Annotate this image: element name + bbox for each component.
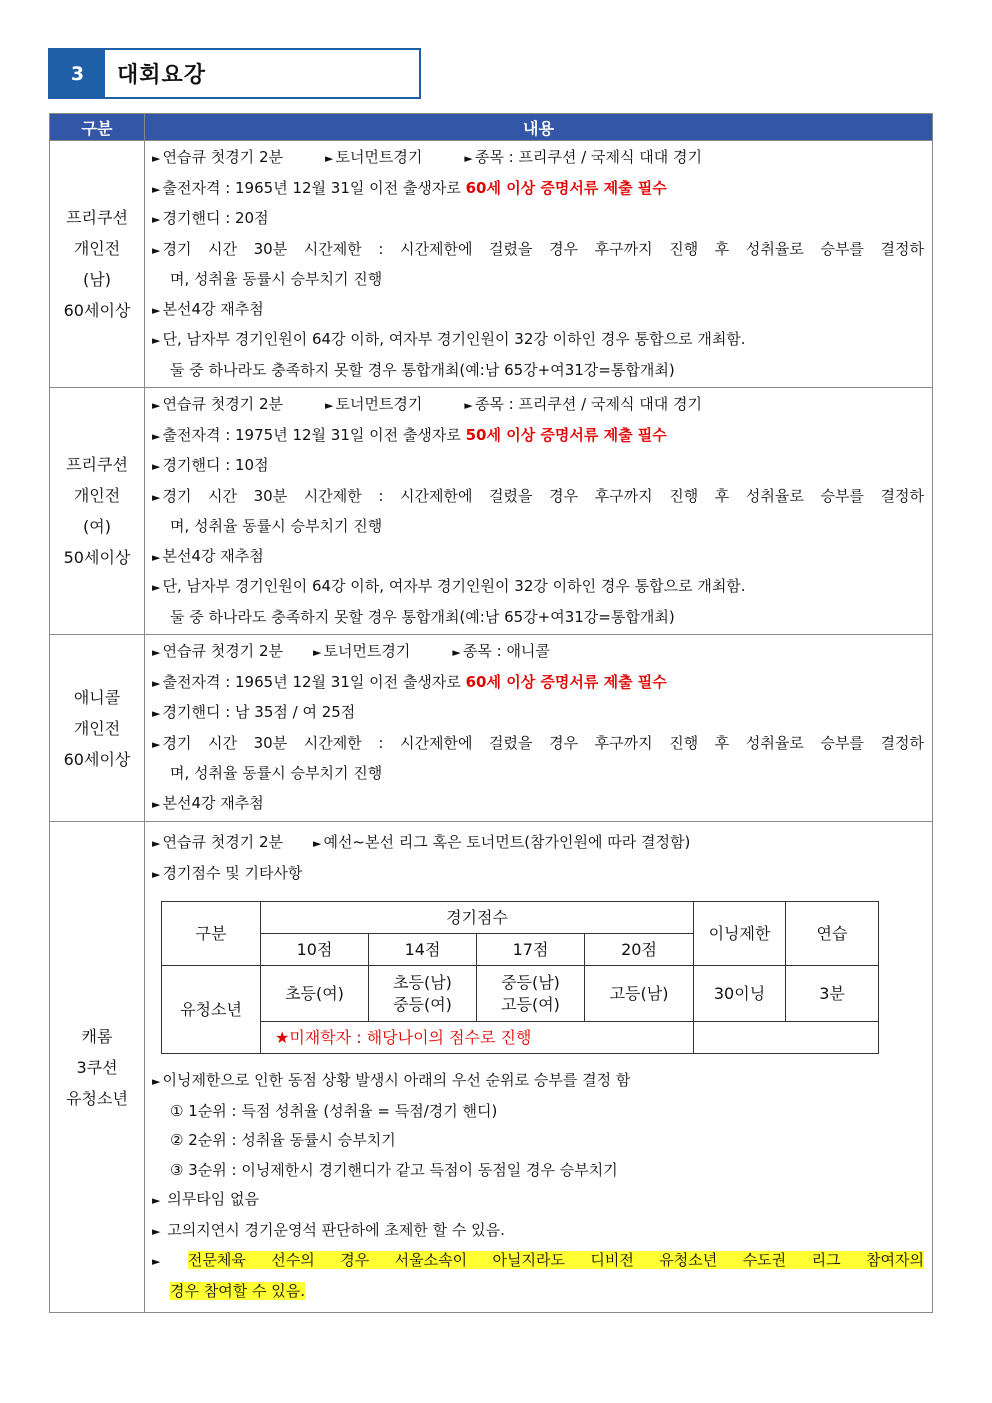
item-text: 경기핸디 : 10점 — [162, 456, 269, 474]
item-text: 이닝제한으로 인한 동점 상황 발생시 아래의 우선 순위로 승부를 결정 함 — [162, 1071, 631, 1089]
arrow-icon: ► — [152, 676, 161, 690]
row-category — [50, 822, 145, 1313]
item-text: 본선4강 재추첨 — [162, 793, 264, 812]
row-content — [145, 388, 933, 635]
item-text: 단, 남자부 경기인원이 64강 이하, 여자부 경기인원이 32강 이하인 경우 통합으로 개최함. — [162, 330, 746, 348]
item-text: 본선4강 재추첨 — [162, 546, 264, 565]
table-row — [50, 822, 933, 1313]
arrow-icon: ► — [452, 646, 461, 659]
score-header-score: 경기점수 — [261, 902, 694, 934]
category-line: 캐롬 — [81, 1026, 113, 1046]
list-item-continued: 며, 성취율 동률시 승부치기 진행 — [170, 764, 383, 782]
arrow-icon: ► — [152, 213, 161, 226]
score-cell-line: 중등(여) — [393, 994, 452, 1014]
arrow-icon: ► — [152, 1075, 161, 1088]
header-content: 내용 — [145, 114, 933, 141]
list-item — [152, 482, 924, 513]
inning-cell: 30이닝 — [694, 966, 786, 1022]
score-note — [261, 1022, 694, 1054]
list-item — [152, 204, 924, 235]
row-content — [145, 635, 933, 822]
item-text: 경기핸디 : 20점 — [162, 209, 269, 227]
category-line: 프리쿠션 — [66, 208, 128, 227]
arrow-icon: ► — [152, 243, 161, 257]
score-row-label: 유청소년 — [162, 966, 261, 1054]
item-text: 연습큐 첫경기 2분 — [162, 148, 283, 166]
item-text: 토너먼트경기 — [323, 642, 411, 660]
arrow-icon: ► — [152, 303, 161, 317]
rules-table — [49, 113, 933, 1313]
row-category — [50, 141, 145, 388]
row-content — [145, 141, 933, 388]
item-text: 종목 : 프리쿠션 / 국제식 대대 경기 — [474, 395, 702, 413]
item-text: 종목 : 애니콜 — [462, 642, 550, 660]
category-line: (남) — [83, 270, 111, 289]
item-text: 경기 시간 30분 시간제한 : 시간제한에 걸렸을 경우 후구까지 진행 후 성취율로 승부를 결정하 — [162, 239, 924, 258]
item-text: 경기핸디 : 남 35점 / 여 25점 — [162, 703, 356, 721]
arrow-icon: ► — [324, 152, 334, 165]
score-col-17: 17점 — [477, 934, 585, 966]
arrow-icon: ► — [152, 737, 161, 751]
section-title: 대회요강 — [105, 50, 419, 97]
score-col-14: 14점 — [369, 934, 477, 966]
arrow-icon: ► — [152, 867, 161, 881]
list-item — [152, 542, 924, 573]
score-header-practice: 연습 — [786, 902, 879, 966]
item-text: 종목 : 프리쿠션 / 국제식 대대 경기 — [474, 148, 702, 166]
list-item — [152, 859, 924, 890]
arrow-icon: ► — [324, 399, 334, 412]
list-item — [152, 698, 924, 729]
score-cell — [585, 966, 694, 1022]
list-item-continued: 며, 성취율 동률시 승부치기 진행 — [170, 517, 383, 535]
list-item — [152, 295, 924, 326]
item-text: 의무타임 없음 — [167, 1190, 259, 1208]
requirement-highlight: 60세 이상 증명서류 제출 필수 — [465, 178, 667, 197]
item-text: 예선~본선 리그 혹은 토너먼트(참가인원에 따라 결정함) — [323, 833, 691, 851]
arrow-icon: ► — [464, 152, 473, 165]
priority-item: ③ 3순위 : 이닝제한시 경기핸디가 같고 득점이 동점일 경우 승부치기 — [170, 1160, 618, 1179]
list-item — [152, 421, 924, 452]
score-col-20: 20점 — [585, 934, 694, 966]
list-item — [152, 325, 924, 356]
arrow-icon: ► — [152, 1194, 161, 1207]
list-item — [152, 451, 924, 482]
arrow-icon: ► — [152, 152, 161, 165]
category-line: 60세이상 — [63, 749, 131, 769]
header-category: 구분 — [50, 114, 145, 141]
star-icon: ★ — [275, 1027, 290, 1047]
score-cell-line: 초등(남) — [393, 972, 452, 992]
table-row — [50, 141, 933, 388]
highlighted-text: 전문체육 선수의 경우 서울소속이 아닐지라도 디비전 유청소년 수도권 리그 참여자의 — [187, 1251, 924, 1269]
item-text: 경기점수 및 기타사항 — [162, 863, 303, 882]
category-line: 애니콜 — [73, 687, 121, 707]
score-cell — [261, 966, 369, 1022]
practice-cell: 3분 — [786, 966, 879, 1022]
section-number: 3 — [50, 50, 105, 97]
section-header — [48, 48, 421, 99]
table-row — [50, 635, 933, 822]
category-line: 60세이상 — [63, 301, 131, 320]
priority-item: ② 2순위 : 성취율 동률시 승부치기 — [170, 1131, 396, 1149]
item-text: 연습큐 첫경기 2분 — [162, 833, 283, 851]
item-text: 출전자격 : 1965년 12월 31일 이전 출생자로 — [162, 178, 466, 197]
arrow-icon: ► — [152, 837, 161, 850]
arrow-icon: ► — [152, 334, 161, 347]
priority-item: ① 1순위 : 득점 성취율 (성취율 = 득점/경기 핸디) — [170, 1101, 498, 1120]
row-category — [50, 635, 145, 822]
score-table — [161, 901, 879, 1054]
score-cell-line: 고등(여) — [501, 994, 560, 1014]
list-item — [152, 789, 924, 820]
note-text: 미재학자 : 해당나이의 점수로 진행 — [289, 1027, 532, 1047]
category-line: (여) — [83, 517, 111, 536]
category-line: 프리쿠션 — [66, 455, 128, 474]
list-item-continued: 며, 성취율 동률시 승부치기 진행 — [170, 270, 383, 288]
list-item — [152, 668, 924, 699]
table-header-row — [50, 114, 933, 141]
arrow-icon: ► — [464, 399, 473, 412]
list-item — [152, 1216, 924, 1247]
score-cell — [477, 966, 585, 1022]
score-col-10: 10점 — [261, 934, 369, 966]
list-item — [152, 235, 924, 266]
row-category — [50, 388, 145, 635]
item-text: 토너먼트경기 — [335, 395, 423, 413]
list-item-continued: 둘 중 하나라도 충족하지 못할 경우 통합개최(예:남 65강+여31강=통합개최) — [170, 360, 675, 379]
item-text: 출전자격 : 1975년 12월 31일 이전 출생자로 — [162, 425, 466, 444]
score-cell — [369, 966, 477, 1022]
item-text: 단, 남자부 경기인원이 64강 이하, 여자부 경기인원이 32강 이하인 경우 통합으로 개최함. — [162, 577, 746, 595]
requirement-highlight: 50세 이상 증명서류 제출 필수 — [465, 425, 667, 444]
list-item — [152, 729, 924, 760]
item-text: 연습큐 첫경기 2분 — [162, 642, 283, 660]
empty-cell — [694, 1022, 879, 1054]
category-line: 개인전 — [73, 486, 121, 505]
arrow-icon: ► — [312, 837, 322, 850]
list-item-continued: 둘 중 하나라도 충족하지 못할 경우 통합개최(예:남 65강+여31강=통합개최) — [170, 607, 675, 626]
list-item-continued — [152, 1277, 924, 1307]
item-text: 경기 시간 30분 시간제한 : 시간제한에 걸렸을 경우 후구까지 진행 후 성취율로 승부를 결정하 — [162, 733, 924, 752]
list-item — [152, 1246, 924, 1277]
arrow-icon: ► — [152, 460, 161, 473]
item-text: 경기 시간 30분 시간제한 : 시간제한에 걸렸을 경우 후구까지 진행 후 성취율로 승부를 결정하 — [162, 486, 924, 505]
item-text: 연습큐 첫경기 2분 — [162, 395, 283, 413]
arrow-icon: ► — [152, 550, 161, 564]
score-cell-line: 초등(여) — [285, 983, 344, 1003]
table-row — [50, 388, 933, 635]
category-line: 개인전 — [73, 239, 121, 258]
score-cell-line: 중등(남) — [501, 972, 560, 992]
arrow-icon: ► — [312, 646, 322, 659]
category-line: 개인전 — [73, 718, 121, 738]
list-item — [152, 637, 924, 668]
requirement-highlight: 60세 이상 증명서류 제출 필수 — [465, 672, 667, 691]
item-text: 고의지연시 경기운영석 판단하에 초제한 할 수 있음. — [167, 1220, 505, 1239]
arrow-icon: ► — [152, 581, 161, 594]
item-text: 토너먼트경기 — [335, 148, 423, 166]
list-item — [152, 174, 924, 205]
category-line: 50세이상 — [63, 548, 131, 567]
score-cell-line: 고등(남) — [609, 983, 669, 1003]
list-item — [152, 143, 924, 174]
arrow-icon: ► — [152, 182, 161, 196]
highlighted-text: 경우 참여할 수 있음. — [170, 1281, 305, 1300]
arrow-icon: ► — [152, 646, 161, 659]
arrow-icon: ► — [152, 797, 161, 811]
list-item — [152, 1066, 924, 1097]
list-item — [152, 572, 924, 603]
list-item — [152, 390, 924, 421]
row-content — [145, 822, 933, 1313]
arrow-icon: ► — [152, 707, 161, 720]
category-line: 3쿠션 — [76, 1057, 118, 1077]
arrow-icon: ► — [152, 490, 161, 504]
arrow-icon: ► — [152, 429, 161, 443]
score-header-category: 구분 — [162, 902, 261, 966]
item-text: 출전자격 : 1965년 12월 31일 이전 출생자로 — [162, 672, 466, 691]
item-text: 본선4강 재추첨 — [162, 299, 264, 318]
list-item — [152, 1185, 924, 1216]
category-line: 유청소년 — [66, 1088, 128, 1108]
arrow-icon: ► — [152, 1255, 161, 1268]
arrow-icon: ► — [152, 399, 161, 412]
score-header-inning: 이닝제한 — [694, 902, 786, 966]
list-item — [152, 828, 924, 859]
arrow-icon: ► — [152, 1224, 161, 1238]
